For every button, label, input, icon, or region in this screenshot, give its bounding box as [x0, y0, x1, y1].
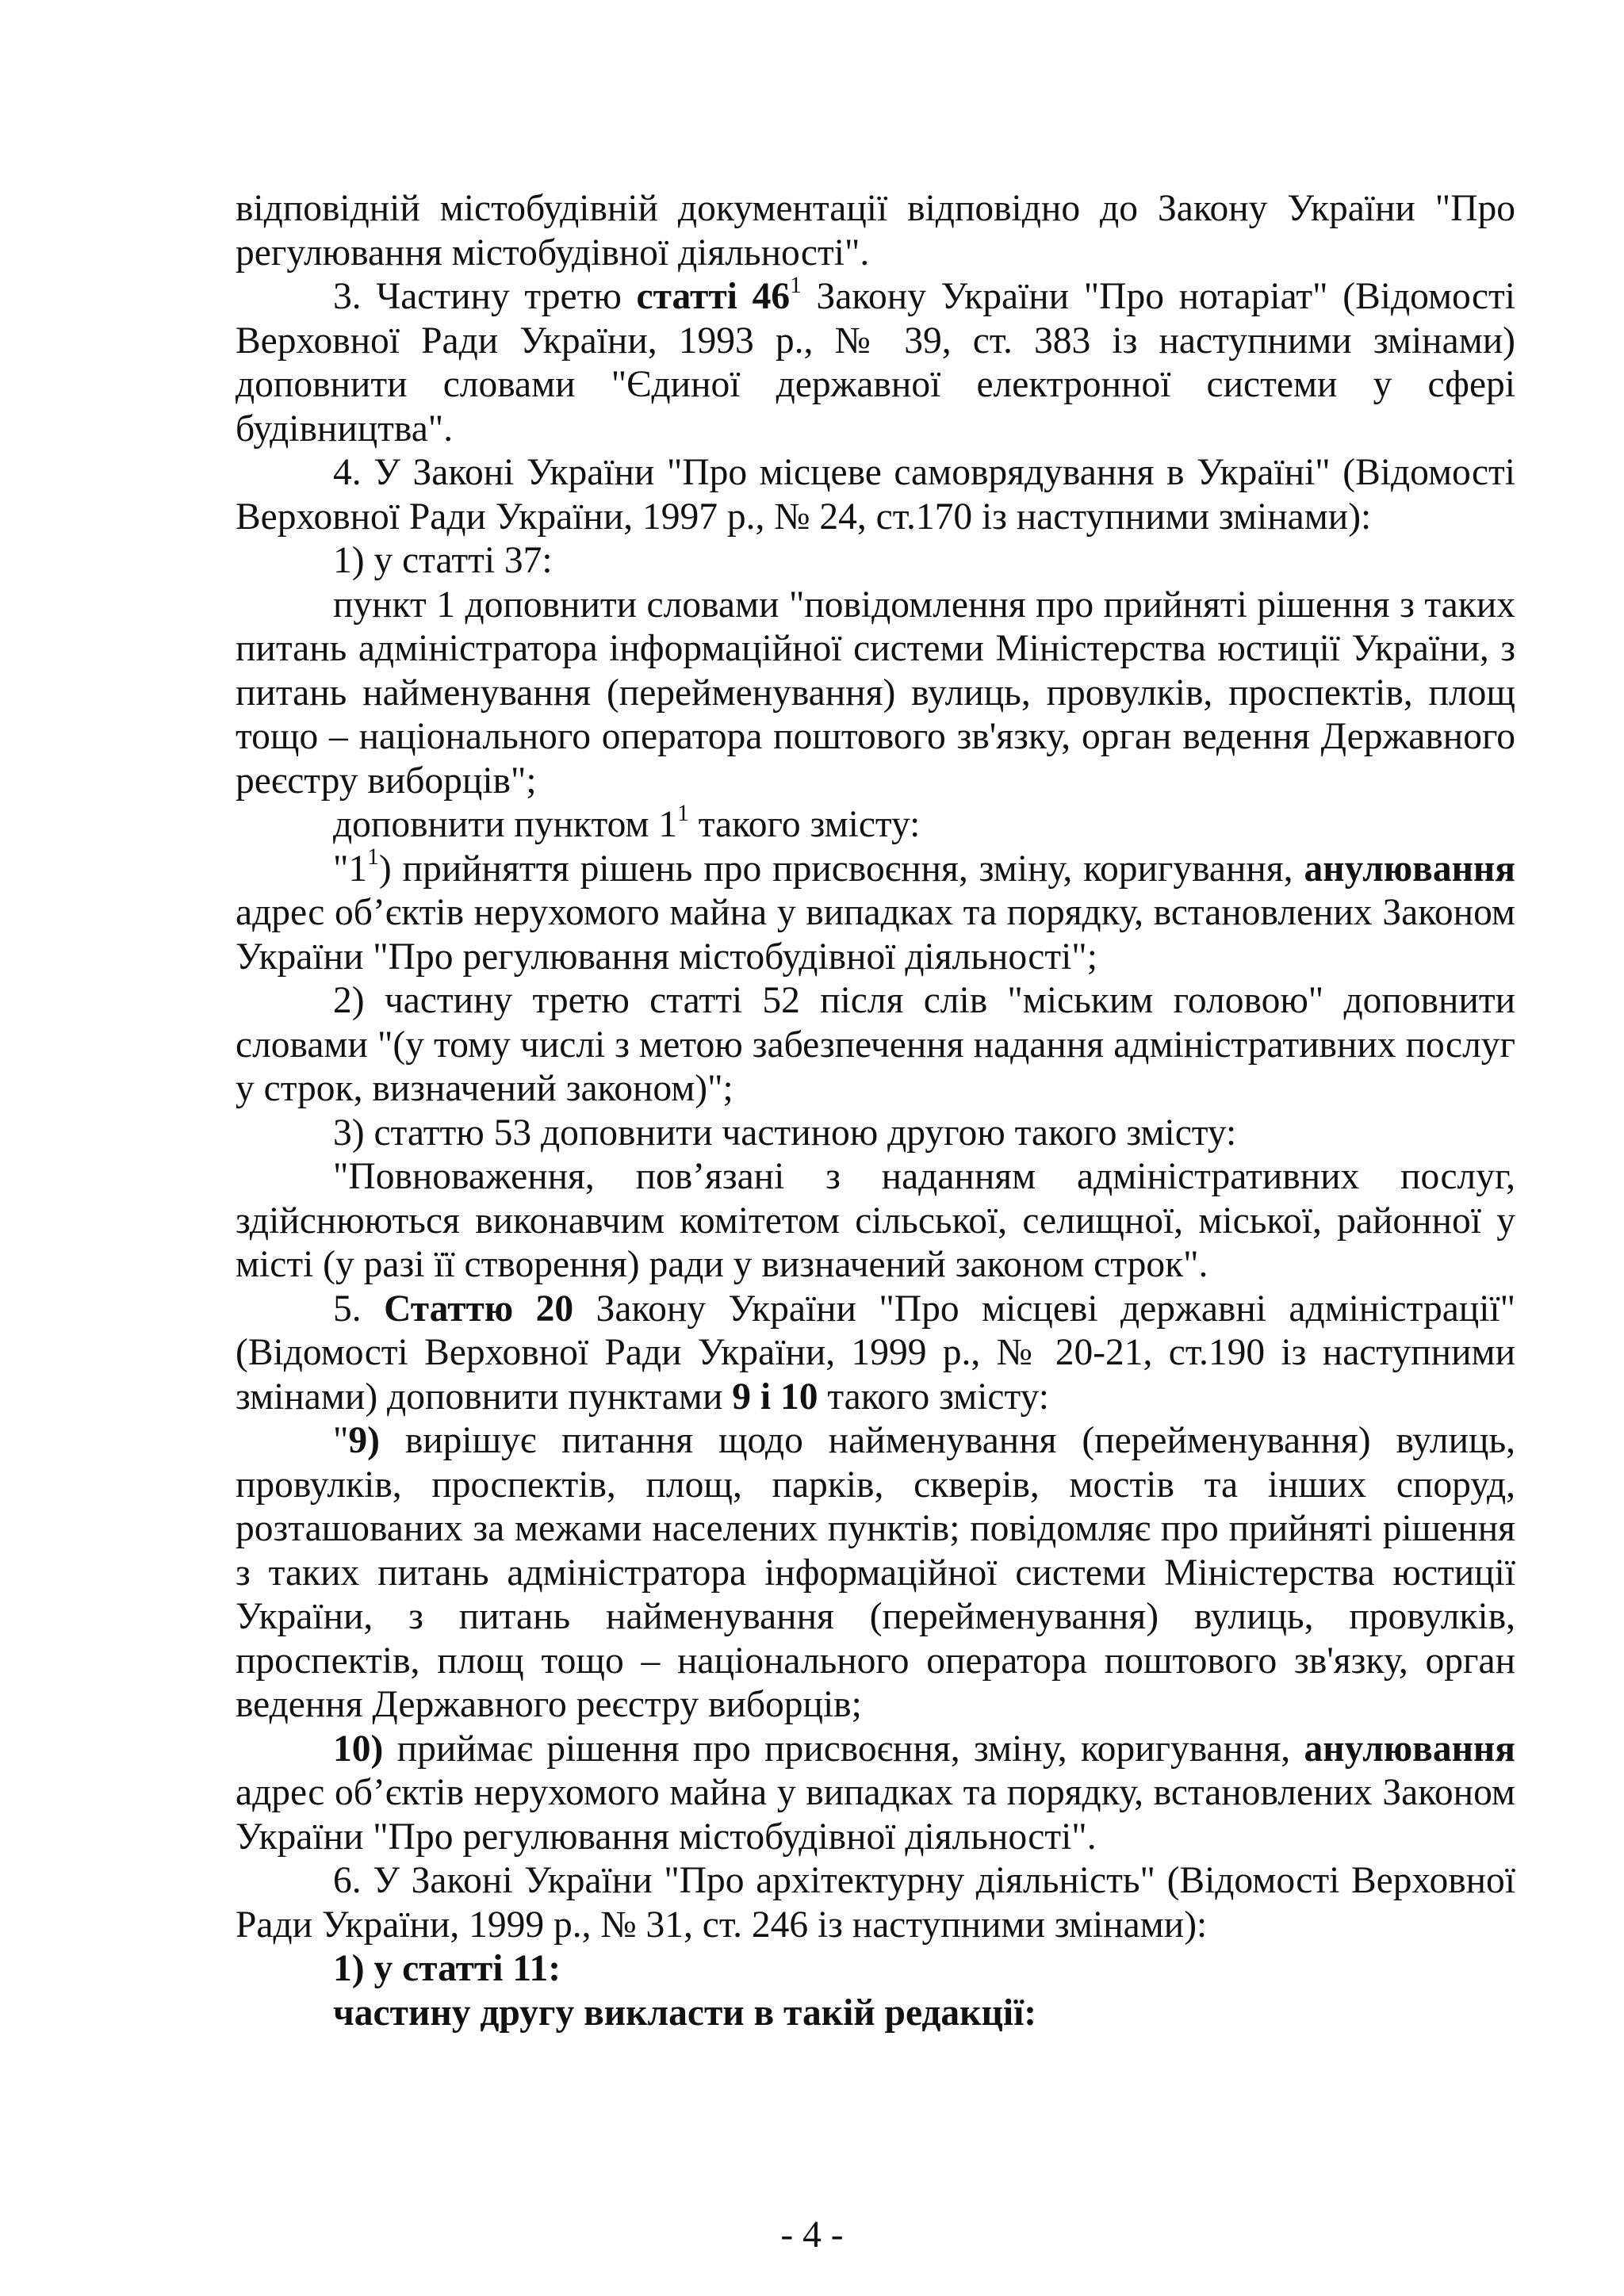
paragraph: 5. Статтю 20 Закону України "Про місцеві державні адміністрації" (Відомості Верховної Ради України, 1999 р., № 20-21, ст.190 із наступними змінами) доповнити пунктами 9 і 10 такого змісту:: [236, 1288, 1515, 1418]
paragraph: 3. Частину третю статті $46^1$ Закону України "Про нотаріат" (Відомості Верховної Ради України, 1993 р., № 39, ст. 383 із наступними змінами) доповнити словами "Єдиної державної електронної системи у сфері будівництва".: [236, 272, 1515, 450]
paragraph: 1) у статті 11:: [333, 1948, 561, 1989]
paragraph: "9) вирішує питання щодо найменування (перейменування) вулиць, провулків, проспектів, площ, парків, скверів, мостів та інших споруд, розташованих за межами населених пунктів; повідомляє про прийняті рішення з таких питань адміністратора інформаційної системи Міністерства юстиції України, з питань найменування (перейменування) вулиць, провулків, проспектів, площ тощо – національного оператора поштового зв'язку, орган ведення Державного реєстру виборців;: [236, 1420, 1515, 1725]
paragraph: пункт 1 доповнити словами "повідомлення про прийняті рішення з таких питань адміністратора інформаційної системи Міністерства юстиції України, з питань найменування (перейменування) вулиць, провулків, проспектів, площ тощо – національного оператора поштового зв'язку, орган ведення Державного реєстру виборців";: [236, 584, 1515, 802]
paragraph: "Повноваження, пов’язані з наданням адміністративних послуг, здійснюються виконавчим комітетом сільської, селищної, міської, районної у місті (у разі її створення) ради у визначений законом строк".: [236, 1156, 1515, 1285]
paragraph: 4. У Законі України "Про місцеве самоврядування в Україні" (Відомості Верховної Ради України, 1997 р., № 24, ст.170 із наступними змінами):: [236, 452, 1515, 538]
paragraph: 2) частину третю статті 52 після слів "міським головою" доповнити словами "(у тому числі з метою забезпечення надання адміністративних послуг у строк, визначений законом)";: [236, 980, 1515, 1109]
paragraph: 3) статтю 53 доповнити частиною другою такого змісту:: [333, 1112, 1237, 1154]
page-number: - 4 -: [780, 2214, 844, 2256]
document-body: [236, 187, 1515, 2035]
paragraph: частину другу викласти в такій редакції:: [333, 1992, 1037, 2034]
paragraph: відповідній містобудівній документації відповідно до Закону України "Про регулювання містобудівної діяльності".: [236, 188, 1515, 274]
paragraph: "$1^1$) прийняття рішень про присвоєння, зміну, коригування, анулювання адрес об’єктів нерухомого майна у випадках та порядку, встановлених Законом України "Про регулювання містобудівної діяльності";: [236, 844, 1515, 978]
paragraph: 10) приймає рішення про присвоєння, зміну, коригування, анулювання адрес об’єктів нерухомого майна у випадках та порядку, встановлених Законом України "Про регулювання містобудівної діяльності".: [236, 1728, 1515, 1858]
paragraph: 1) у статті 37:: [333, 540, 553, 581]
paragraph: 6. У Законі України "Про архітектурну діяльність" (Відомості Верховної Ради України, 1999 р., № 31, ст. 246 із наступними змінами):: [236, 1860, 1515, 1946]
paragraph: доповнити пунктом $1^1$ такого змісту:: [333, 800, 921, 845]
